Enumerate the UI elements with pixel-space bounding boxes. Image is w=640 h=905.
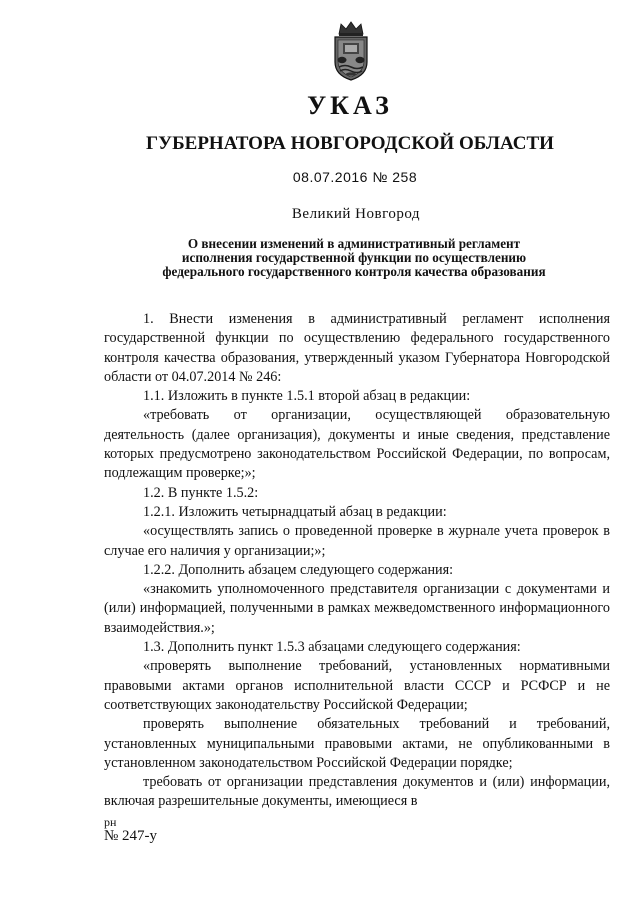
body-paragraph: «знакомить уполномоченного представителя организации с документами и (или) информацией, полученными в рамках межведомственного информационного взаимодействия.»; bbox=[104, 581, 610, 636]
document-title: УКАЗ bbox=[307, 91, 393, 120]
body-paragraph: 1.2.1. Изложить четырнадцатый абзац в редакции: bbox=[143, 503, 447, 520]
subject-line: О внесении изменений в административный регламент bbox=[187, 236, 521, 251]
body-paragraph: требовать от организации представления документов и (или) информации, включая разрешительные документы, имеющиеся в bbox=[104, 774, 610, 810]
body-paragraph: 1. Внести изменения в административный регламент исполнения государственной функции по осуществлению федерального государственного контроля качества образования, утвержденный указом Губернатора Новгородской области от 04.07.2014 № 246: bbox=[104, 311, 610, 385]
page-footer bbox=[104, 815, 157, 843]
novgorod-coat-of-arms-icon bbox=[329, 20, 373, 82]
body-paragraph: «осуществлять запись о проведенной проверке в журнале учета проверок в случае его наличия у организации;»; bbox=[104, 523, 610, 559]
body-paragraph: проверять выполнение обязательных требований и требований, установленных муниципальными правовыми актами, не опубликованными в установленном законодательством Российской Федерации порядке; bbox=[104, 716, 610, 771]
body-paragraph: 1.2. В пункте 1.5.2: bbox=[143, 484, 259, 501]
decree-subject bbox=[104, 237, 604, 279]
date-number: 08.07.2016 № 258 bbox=[292, 169, 418, 185]
body-paragraph: 1.2.2. Дополнить абзацем следующего содержания: bbox=[143, 561, 454, 578]
issuer-title: ГУБЕРНАТОРА НОВГОРОДСКОЙ ОБЛАСТИ bbox=[146, 133, 554, 154]
body-paragraph: «проверять выполнение требований, установленных нормативными правовыми актами органов исполнительной власти СССР и РСФСР и не соответствующих законодательству Российской Федерации; bbox=[104, 658, 610, 713]
body-paragraph: 1.1. Изложить в пункте 1.5.1 второй абзац в редакции: bbox=[143, 388, 471, 405]
city-name: Великий Новгород bbox=[291, 206, 421, 222]
body-paragraph: 1.3. Дополнить пункт 1.5.3 абзацами следующего содержания: bbox=[143, 639, 521, 656]
decree-body bbox=[104, 310, 610, 812]
text-fragment: рн bbox=[104, 815, 117, 829]
body-paragraph: «требовать от организации, осуществляющей образовательную деятельность (далее организация), документы и иные сведения, представление которых предусмотрено законодательством Российской Федерации, по вопросам, подлежащим проверке;»; bbox=[104, 407, 610, 482]
subject-line: исполнения государственной функции по осуществлению bbox=[181, 250, 527, 265]
document-registry-number: № 247-у bbox=[104, 828, 158, 844]
subject-line: федерального государственного контроля качества образования bbox=[162, 264, 546, 279]
